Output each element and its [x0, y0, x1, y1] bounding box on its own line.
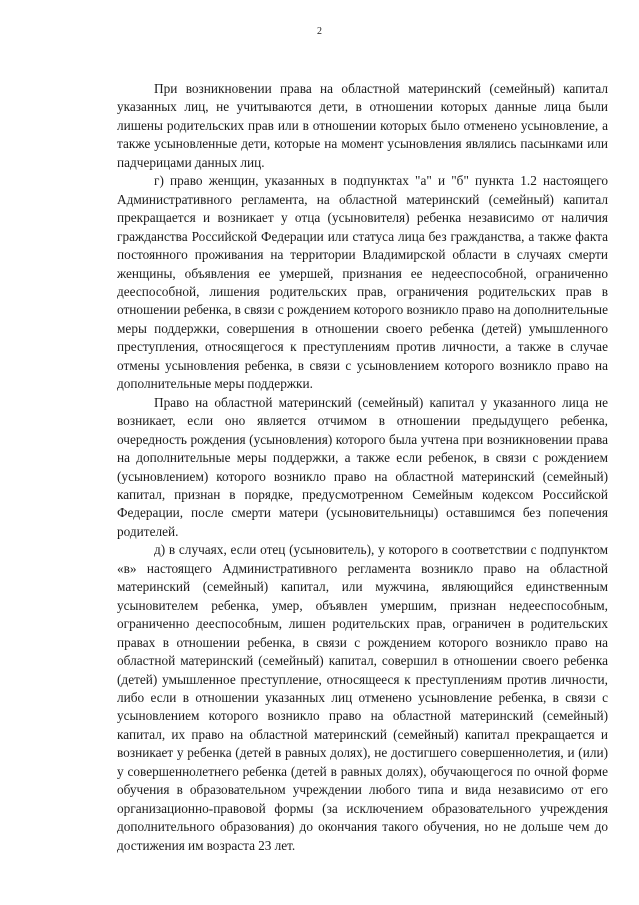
paragraph-adoption-exclusion: При возникновении права на областной материнский (семейный) капитал указанных лиц, не учитываются дети, в отношении которых данные лица были лишены родительских прав или в отношении которых было отменено усыновление, а также усыновленные дети, которые на момент усыновления являлись пасынками или падчерицами данных лиц. — [117, 81, 608, 170]
paragraph-item-g: г) право женщин, указанных в подпунктах "а" и "б" пункта 1.2 настоящего Административного регламента, на областной материнский (семейный) капитал прекращается и возникает у отца (усыновителя) ребенка независимо от наличия гражданства Российской Федерации или статуса лица без гражданства, а также факта постоянного проживания на территории Владимирской области в случаях смерти женщины, объявления ее умершей, признания ее недееспособной, ограниченно дееспособной, лишения родительских прав, ограничения родительских прав в отношении ребенка, в связи с рождением которого возникло право на дополнительные меры поддержки, совершения в отношении своего ребенка (детей) умышленного преступления, относящегося к преступлениям против личности, а также в случае отмены усыновления ребенка, в связи с усыновлением которого возникло право на дополнительные меры поддержки. — [117, 173, 608, 392]
paragraph-item-d: д) в случаях, если отец (усыновитель), у которого в соответствии с подпунктом «в» настоящего Административного регламента возникло право на областной материнский (семейный) капитал, или мужчина, являющийся единственным усыновителем ребенка, умер, объявлен умершим, признан недееспособным, ограниченно дееспособным, лишен родительских прав, ограничен в родительских правах в отношении ребенка, в связи с рождением которого возникло право на областной материнский (семейный) капитал, совершил в отношении своего ребенка (детей) умышленное преступление, относящееся к преступлениям против личности, либо если в отношении указанных лиц отменено усыновление ребенка, в связи с усыновлением которого возникло право на областной материнский (семейный) капитал, их право на областной материнский (семейный) капитал прекращается и возникает у ребенка (детей в равных долях), не достигшего совершеннолетия, и (или) у совершеннолетнего ребенка (детей в равных долях), обучающегося по очной форме обучения в образовательном учреждении любого типа и вида независимо от его организационно-правовой формы (за исключением образовательного учреждения дополнительного образования) до окончания такого обучения, но не дольше чем до достижения им возраста 23 лет. — [117, 542, 608, 853]
page-number: 2 — [317, 26, 322, 37]
paragraph-stepfather-exclusion: Право на областной материнский (семейный) капитал у указанного лица не возникает, если оно является отчимом в отношении предыдущего ребенка, очередность рождения (усыновления) которого была учтена при возникновении права на дополнительные меры поддержки, а также если ребенок, в связи с рождением (усыновлением) которого возникло право на областной материнский (семейный) капитал, признан в порядке, предусмотренном Семейным кодексом Российской Федерации, после смерти матери (усыновительницы) оставшимся без попечения родителей. — [117, 394, 608, 539]
document-body — [117, 80, 608, 855]
